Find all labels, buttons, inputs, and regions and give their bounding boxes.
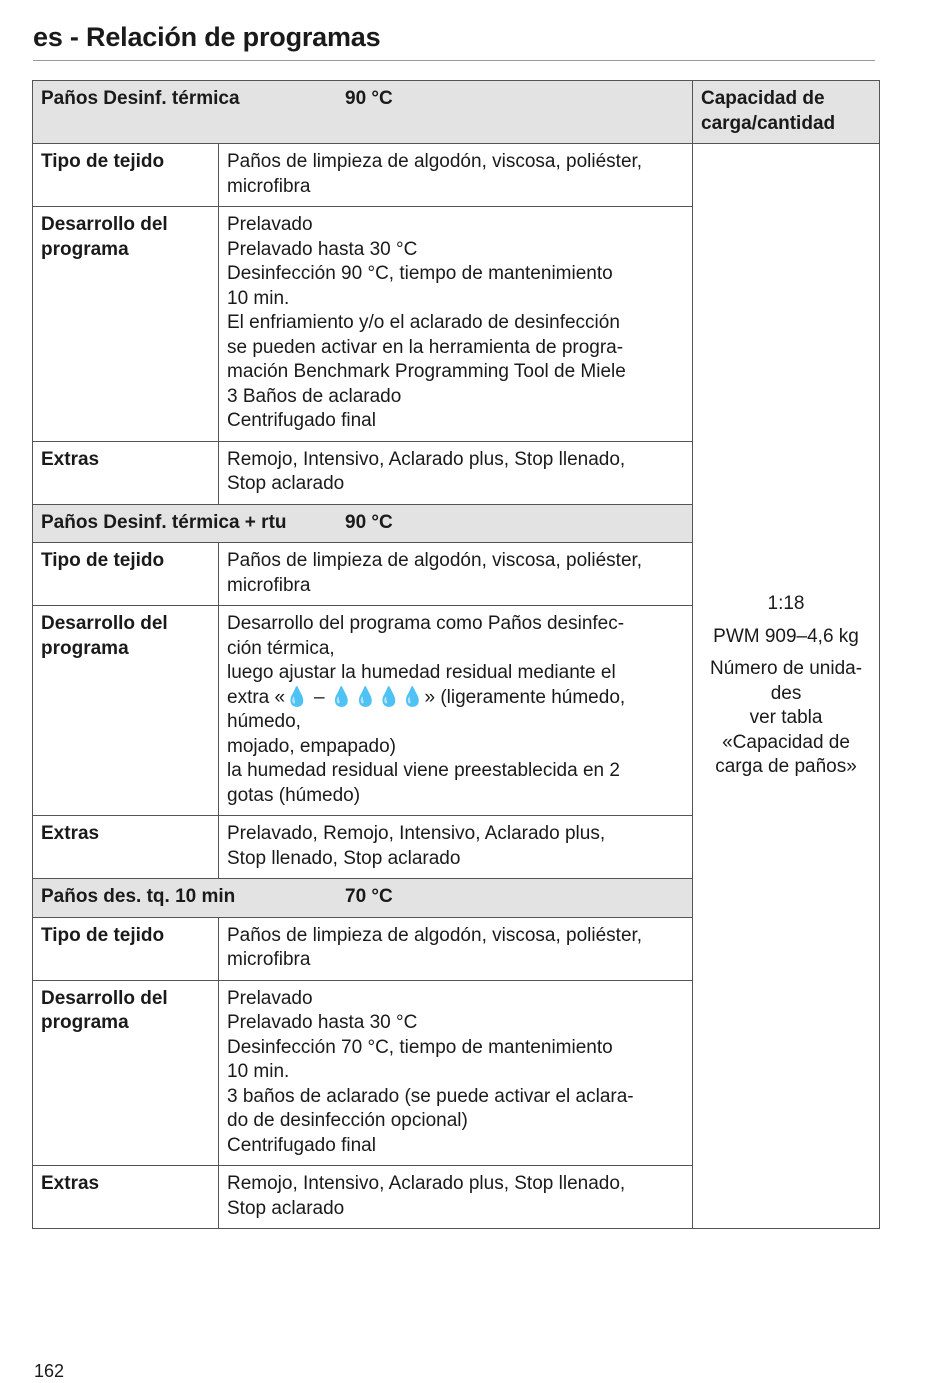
row-label: Tipo de tejido <box>33 917 219 980</box>
row-label: Desarrollo del programa <box>33 606 219 816</box>
program-temperature: 70 °C <box>345 886 393 907</box>
row-value: Remojo, Intensivo, Aclarado plus, Stop llenado, Stop aclarado <box>219 1166 693 1229</box>
row-label: Tipo de tejido <box>33 144 219 207</box>
row-label: Tipo de tejido <box>33 543 219 606</box>
row-value: Prelavado, Remojo, Intensivo, Aclarado plus, Stop llenado, Stop aclarado <box>219 816 693 879</box>
program-name: Paños Desinf. térmica + rtu <box>41 511 287 533</box>
program-name: Paños des. tq. 10 min <box>41 886 236 907</box>
row-label: Desarrollo del programa <box>33 980 219 1166</box>
program-header-row <box>33 81 880 144</box>
capacity-cell <box>693 144 880 1229</box>
title-divider <box>33 60 875 61</box>
row-label: Desarrollo del programa <box>33 207 219 442</box>
row-value: Prelavado Prelavado hasta 30 °C Desinfección 90 °C, tiempo de mantenimiento 10 min. El enfriamiento y/o el aclarado de desinfección se pueden activar en la herramienta de progra- mación Benchmark Programming Tool de Miele 3 Baños de aclarado Centrifugado final <box>219 207 693 442</box>
capacity-header: Capacidad de carga/cantidad <box>693 81 880 144</box>
row-value: Paños de limpieza de algodón, viscosa, poliéster, microfibra <box>219 543 693 606</box>
program-name: Paños Desinf. térmica <box>41 88 240 109</box>
program-temperature: 90 °C <box>345 88 393 109</box>
row-value: Prelavado Prelavado hasta 30 °C Desinfección 70 °C, tiempo de mantenimiento 10 min. 3 baños de aclarado (se puede activar el aclara- do de desinfección opcional) Centrifugado final <box>219 980 693 1166</box>
page-number: 162 <box>34 1361 65 1381</box>
row-value: Desarrollo del programa como Paños desinfec- ción térmica, luego ajustar la humedad residual mediante el extra «💧 – 💧💧💧💧» (ligeramente húmedo, húmedo, mojado, empapado) la humedad residual viene preestablecida en 2 gotas (húmedo) <box>219 606 693 816</box>
row-label: Extras <box>33 441 219 504</box>
row-value: Paños de limpieza de algodón, viscosa, poliéster, microfibra <box>219 917 693 980</box>
program-temperature: 90 °C <box>345 511 393 533</box>
table-row <box>33 144 880 207</box>
program-header <box>33 81 693 144</box>
capacity-note: Número de unida- des ver tabla «Capacidad de carga de paños» <box>709 658 863 778</box>
program-header <box>33 504 693 543</box>
program-table <box>32 80 880 1229</box>
row-label: Extras <box>33 1166 219 1229</box>
program-header <box>33 879 693 918</box>
row-label: Extras <box>33 816 219 879</box>
capacity-model: PWM 909–4,6 kg <box>713 625 859 647</box>
row-value: Paños de limpieza de algodón, viscosa, poliéster, microfibra <box>219 144 693 207</box>
row-value: Remojo, Intensivo, Aclarado plus, Stop llenado, Stop aclarado <box>219 441 693 504</box>
capacity-ratio: 1:18 <box>767 593 805 615</box>
page-title: es - Relación de programas <box>33 22 381 52</box>
